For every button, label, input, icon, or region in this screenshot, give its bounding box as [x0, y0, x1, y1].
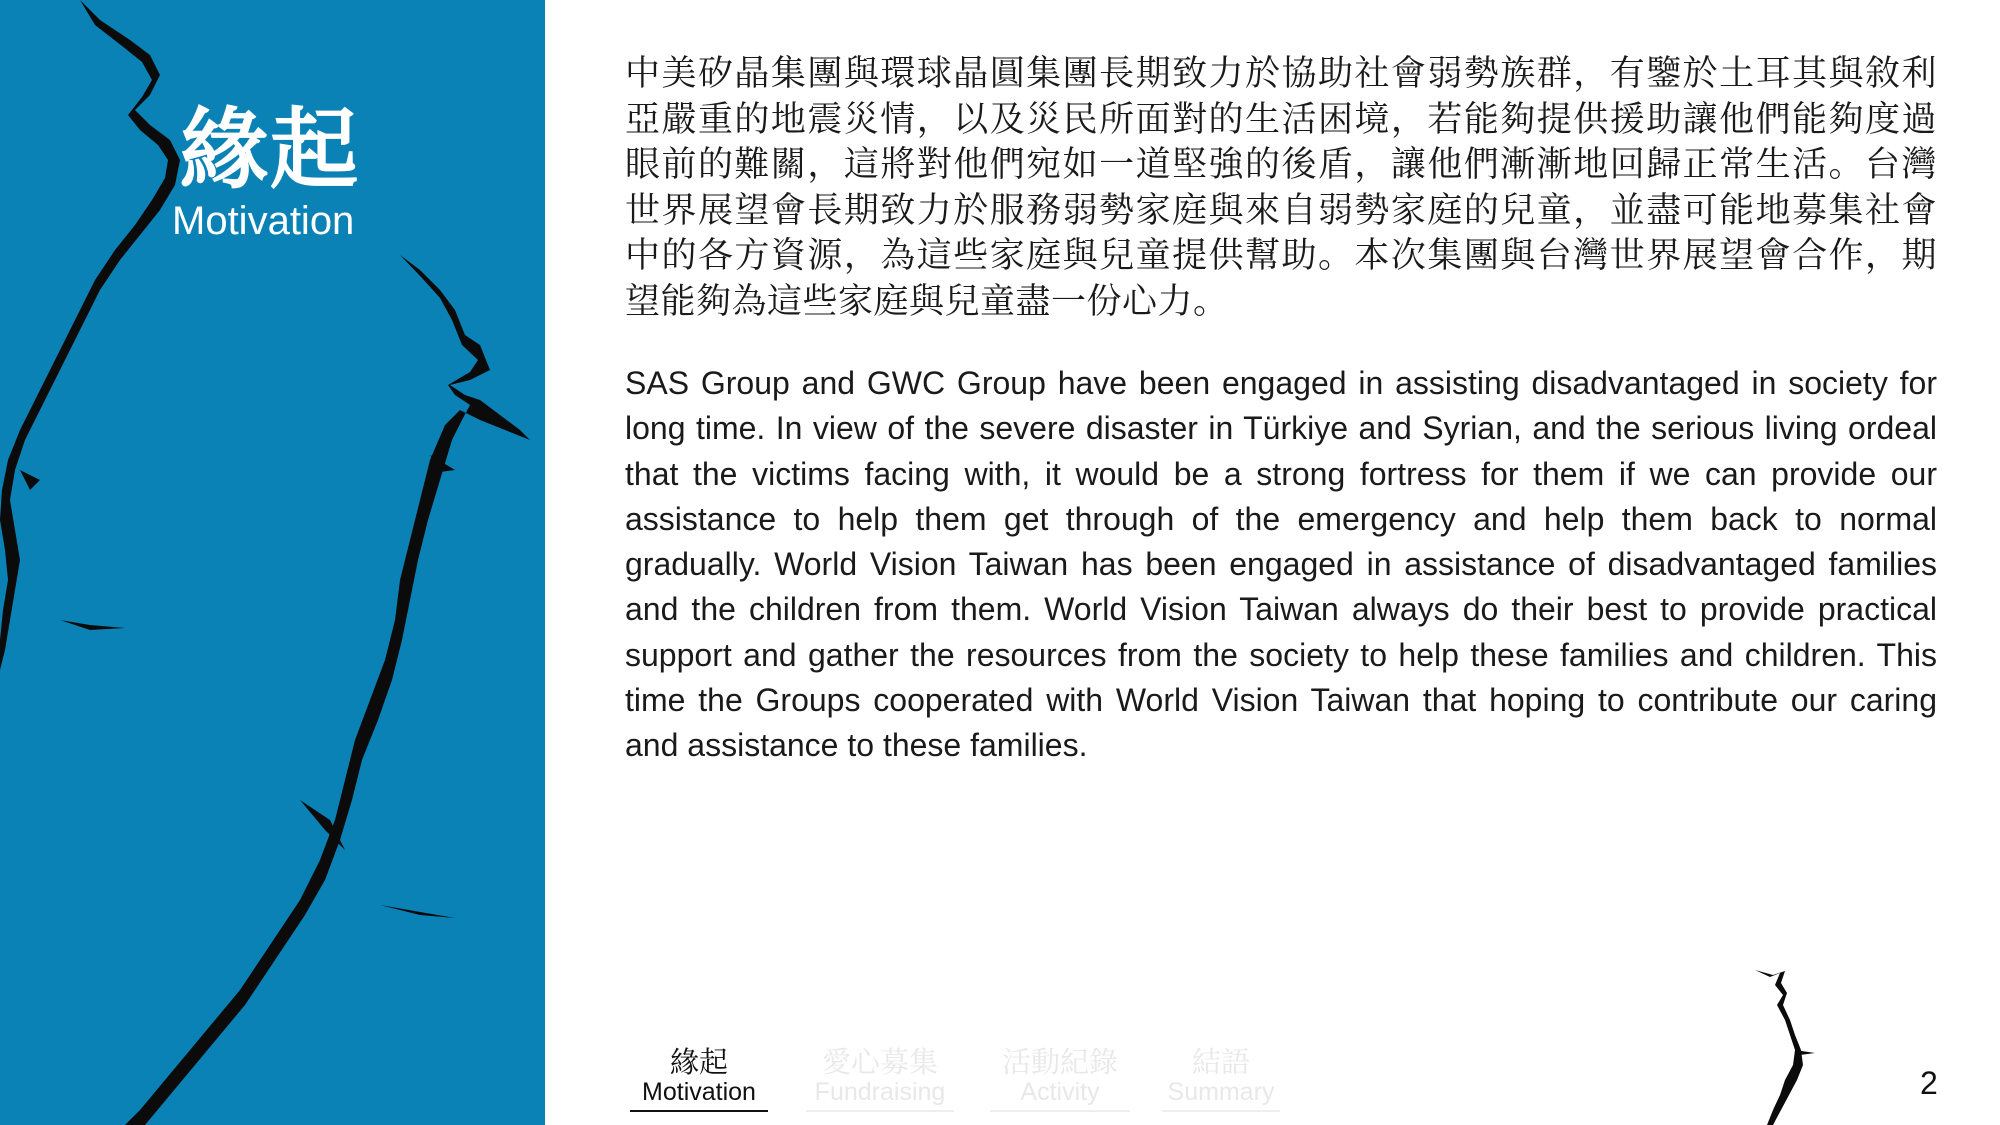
nav-item-fundraising[interactable] — [806, 1046, 954, 1112]
nav-item-label-en: Activity — [1020, 1078, 1100, 1106]
paragraph-chinese: 中美矽晶集團與環球晶圓集團長期致力於協助社會弱勢族群，有鑒於土耳其與敘利亞嚴重的地震災情，以及災民所面對的生活困境，若能夠提供援助讓他們能夠度過眼前的難關，這將對他們宛如一道堅強的後盾，讓他們漸漸地回歸正常生活。台灣世界展望會長期致力於服務弱勢家庭與來自弱勢家庭的兒童，並盡可能地募集社會中的各方資源，為這些家庭與兒童提供幫助。本次集團與台灣世界展望會合作，期望能夠為這些家庭與兒童盡一份心力。 — [625, 54, 1937, 322]
side-panel — [0, 0, 545, 1125]
nav-item-label-zh: 結語 — [1191, 1045, 1250, 1079]
corner-crack-icon — [1745, 965, 1835, 1125]
paragraph-english: SAS Group and GWC Group have been engaged in assisting disadvantaged in society for long time. In view of the severe disaster in Türkiye and Syrian, and the serious living ordeal that the victims facing with, it would be a strong fortress for them if we can provide our assistance to help them get through of the emergency and help them back to normal gradually. World Vision Taiwan has been engaged in assistance of disadvantaged families and the children from them. World Vision Taiwan always do their best to provide practical support and gather the resources from the society to help these families and children. This time the Groups cooperated with World Vision Taiwan that hoping to contribute our caring and assistance to these families. — [625, 365, 1937, 764]
section-title-en: Motivation — [172, 199, 355, 243]
nav-item-label-zh: 愛心募集 — [821, 1045, 938, 1079]
page-number: 2 — [1920, 1065, 1938, 1101]
nav-item-activity[interactable] — [990, 1046, 1130, 1112]
nav-item-motivation[interactable] — [630, 1046, 768, 1112]
nav-item-label-en: Fundraising — [814, 1078, 946, 1106]
nav-item-label-zh: 緣起 — [669, 1045, 728, 1079]
nav-item-summary[interactable] — [1162, 1046, 1280, 1112]
nav-item-label-en: Summary — [1167, 1078, 1275, 1106]
nav-item-label-en: Motivation — [642, 1078, 756, 1106]
content-area — [625, 52, 1937, 769]
section-title-zh: 緣起 — [180, 98, 361, 201]
nav-item-label-zh: 活動紀錄 — [1001, 1045, 1118, 1079]
